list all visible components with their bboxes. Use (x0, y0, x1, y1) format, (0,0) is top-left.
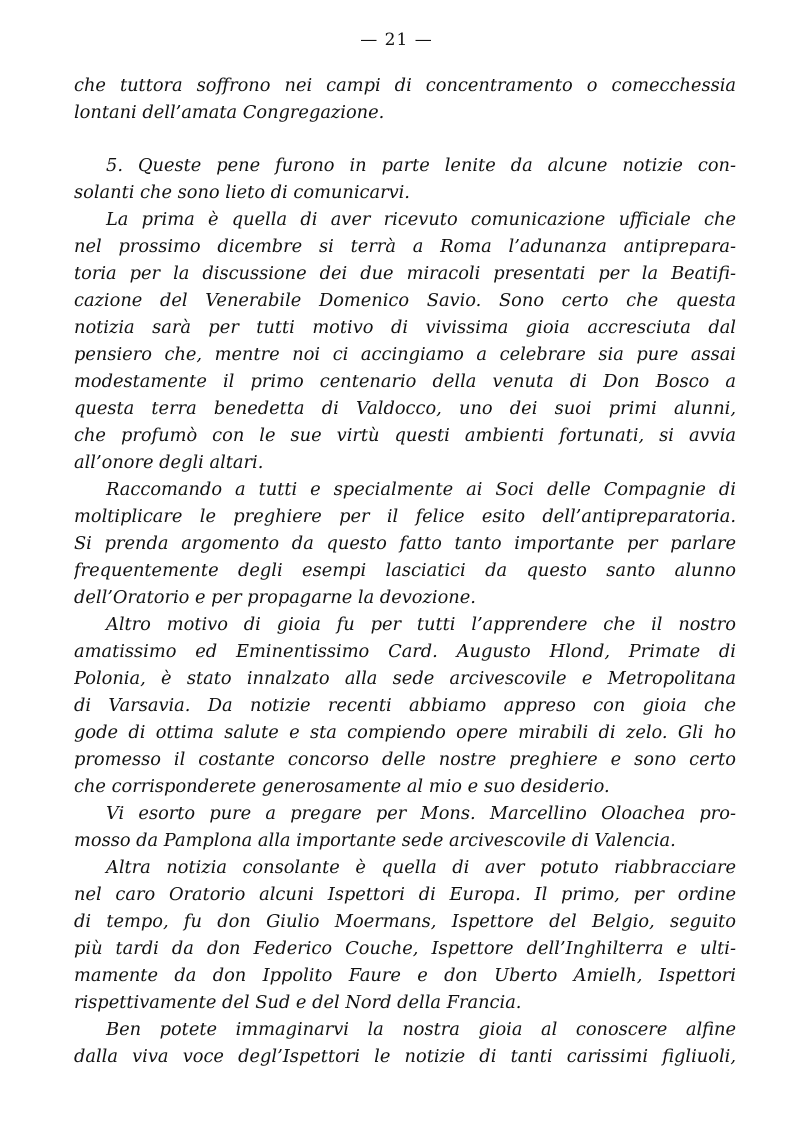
paragraph-inspectors (74, 854, 736, 1016)
text-line: nel caro Oratorio alcuni Ispettori di Europa. Il primo, per ordine (74, 884, 736, 905)
text-line: Altra notizia consolante è quella di aver potuto riabbracciare (106, 857, 736, 878)
text-line: La prima è quella di aver ricevuto comunicazione ufficiale che (106, 209, 736, 230)
text-line: Vi esorto pure a pregare per Mons. Marcellino Oloachea pro- (106, 803, 736, 824)
paragraph-section-5 (74, 152, 736, 206)
text-line: promesso il costante concorso delle nostre preghiere e sono certo (74, 749, 736, 770)
text-line: dalla viva voce degl’Ispettori le notizie di tanti carissimi figliuoli, (74, 1046, 736, 1067)
text-line: toria per la discussione dei due miracoli presentati per la Beatifi- (74, 263, 736, 284)
text-line: Raccomando a tutti e specialmente ai Soci delle Compagnie di (106, 479, 736, 500)
paragraph-continuation (74, 72, 736, 126)
text-line: che tuttora soffrono nei campi di concentramento o comecchessia (74, 75, 736, 96)
paragraph-recommendation (74, 476, 736, 611)
text-line: Altro motivo di gioia fu per tutti l’apprendere che il nostro (106, 614, 736, 635)
text-line: nel prossimo dicembre si terrà a Roma l’adunanza antipreparа- (74, 236, 736, 257)
text-line: di tempo, fu don Giulio Moermans, Ispettore del Belgio, seguito (74, 911, 736, 932)
text-line: che profumò con le sue virtù questi ambienti fortunati, si avvia (74, 425, 736, 446)
body-text (74, 72, 736, 1070)
text-line: solanti che sono lieto di comunicarvi. (74, 182, 410, 203)
text-line: di Varsavia. Da notizie recenti abbiamo appreso con gioia che (74, 695, 736, 716)
text-line: 5. Queste pene furono in parte lenite da alcune notizie con- (106, 155, 736, 176)
paragraph-cardinal-hlond (74, 611, 736, 800)
text-line: amatissimo ed Eminentissimo Card. Augusto Hlond, Primate di (74, 641, 736, 662)
text-line: Ben potete immaginarvi la nostra gioia al conoscere alfine (106, 1019, 736, 1040)
text-line: Si prenda argomento da questo fatto tanto importante per parlare (74, 533, 736, 554)
paragraph-beatification (74, 206, 736, 476)
text-line: moltiplicare le preghiere per il felice esito dell’antipreparatoria. (74, 506, 736, 527)
text-line: questa terra benedetta di Valdocco, uno dei suoi primi alunni, (74, 398, 736, 419)
text-line: mamente da don Ippolito Faure e don Uberto Amielh, Ispettori (74, 965, 736, 986)
text-line: mosso da Pamplona alla importante sede arcivescovile di Valencia. (74, 830, 676, 851)
text-line: cazione del Venerabile Domenico Savio. Sono certo che questa (74, 290, 736, 311)
page-number: — 21 — (360, 30, 433, 50)
text-line: che corrisponderete generosamente al mio e suo desiderio. (74, 776, 610, 797)
text-line: frequentemente degli esempi lasciatici da questo santo alunno (74, 560, 736, 581)
text-line: Polonia, è stato innalzato alla sede arcivescovile e Metropolitana (74, 668, 736, 689)
text-line: lontani dell’amata Congregazione. (74, 102, 385, 123)
paragraph-mons-oloachea (74, 800, 736, 854)
text-line: notizia sarà per tutti motivo di vivissima gioia accresciuta dal (74, 317, 736, 338)
text-line: più tardi da don Federico Couche, Ispettore dell’Inghilterra e ulti- (74, 938, 736, 959)
text-line: modestamente il primo centenario della venuta di Don Bosco a (74, 371, 736, 392)
text-line: dell’Oratorio e per propagarne la devozione. (74, 587, 476, 608)
paragraph-joy (74, 1016, 736, 1070)
text-line: rispettivamente del Sud e del Nord della Francia. (74, 992, 522, 1013)
text-line: pensiero che, mentre noi ci accingiamo a celebrare sia pure assai (74, 344, 736, 365)
text-line: gode di ottima salute e sta compiendo opere mirabili di zelo. Gli ho (74, 722, 736, 743)
paragraph-gap (74, 126, 736, 152)
text-line: all’onore degli altari. (74, 452, 264, 473)
